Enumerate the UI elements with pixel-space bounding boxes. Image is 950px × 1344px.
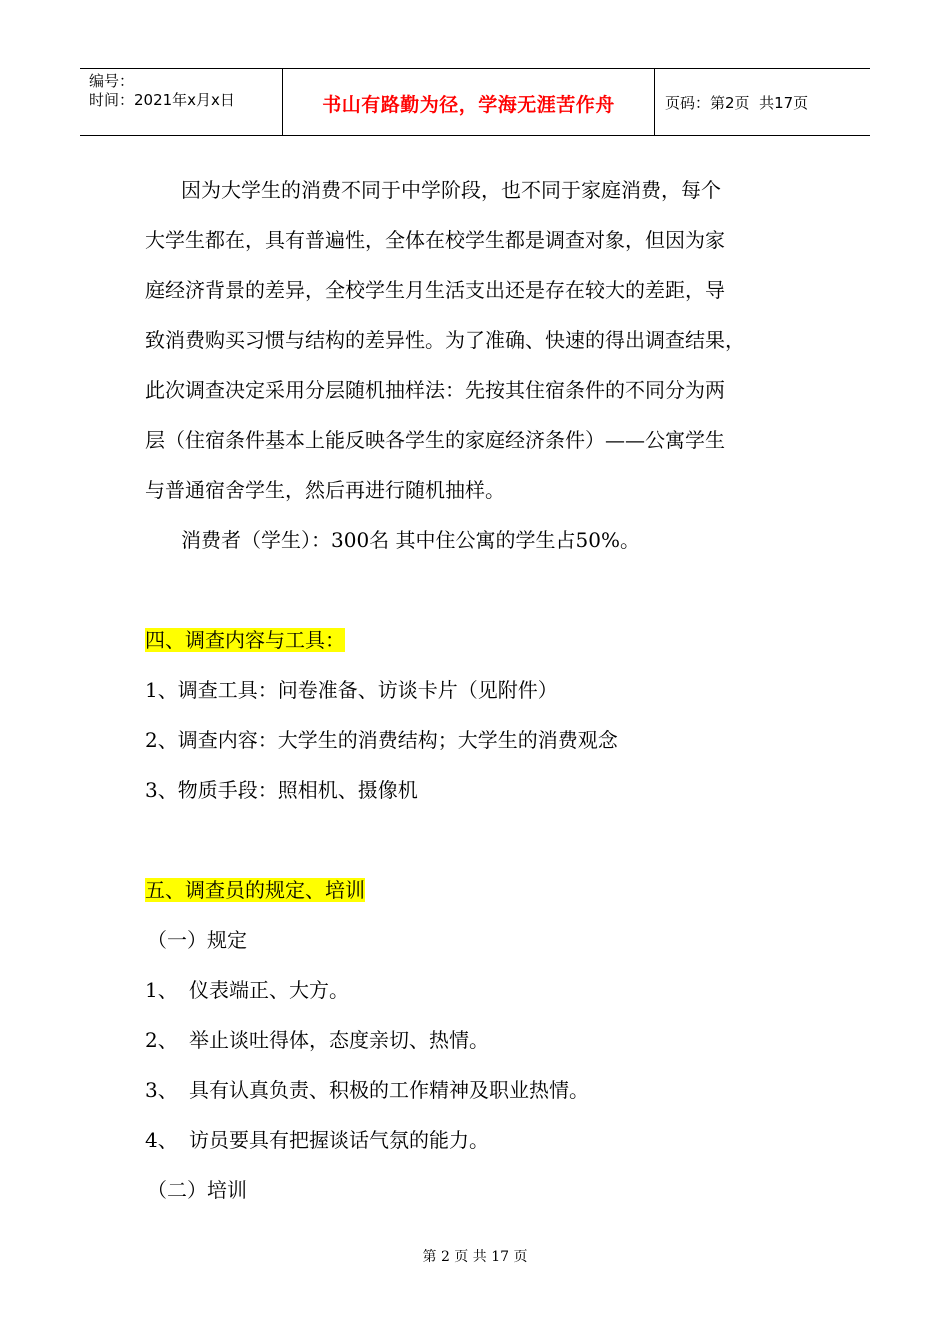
list-item [145, 1015, 825, 1065]
list-number: 4、 [145, 1128, 178, 1152]
header-page-cell [655, 69, 870, 135]
page-footer: 第 2 页 共 17 页 [422, 1249, 528, 1265]
list-text: 举止谈吐得体，态度亲切、热情。 [189, 1028, 489, 1052]
list-item [145, 1115, 825, 1165]
paragraph-line: 因为大学生的消费不同于中学阶段，也不同于家庭消费，每个 [181, 178, 721, 202]
spacer [145, 815, 825, 865]
list-item [145, 965, 825, 1015]
serial-label: 编号： [89, 72, 135, 90]
header-left-cell [80, 69, 283, 135]
paragraph-line: 此次调查决定采用分层随机抽样法：先按其住宿条件的不同分为两 [145, 378, 725, 402]
paragraph-line: 致消费购买习惯与结构的差异性。为了准确、快速的得出调查结果， [145, 328, 745, 352]
page-info: 页码：第2页 共17页 [665, 93, 809, 112]
motto-text: 书山有路勤为径，学海无涯苦作舟 [322, 93, 615, 116]
list-number: 1、 [145, 978, 178, 1002]
section4-heading [145, 615, 825, 665]
sample-size-paragraph: 消费者（学生）：300名 其中住公寓的学生占50%。 [181, 528, 640, 552]
paragraph-line: 庭经济背景的差异，全校学生月生活支出还是存在较大的差距，导 [145, 278, 725, 302]
subsection-rules: （一）规定 [147, 928, 247, 952]
date-label: 时间：2021年x月x日 [89, 91, 235, 109]
section5-heading [145, 865, 825, 915]
list-number: 2、 [145, 1028, 178, 1052]
list-text: 访员要具有把握谈话气氛的能力。 [189, 1128, 489, 1152]
spacer [145, 565, 825, 615]
list-text: 具有认真负责、积极的工作精神及职业热情。 [189, 1078, 589, 1102]
paragraph-line: 层（住宿条件基本上能反映各学生的家庭经济条件）——公寓学生 [145, 428, 725, 452]
document-body [145, 165, 825, 1215]
paragraph-line: 大学生都在，具有普遍性，全体在校学生都是调查对象，但因为家 [145, 228, 725, 252]
page-header [80, 68, 870, 136]
subsection-training: （二）培训 [147, 1178, 247, 1202]
list-item: 1、调查工具：问卷准备、访谈卡片（见附件） [145, 678, 558, 702]
list-text: 仪表端正、大方。 [189, 978, 349, 1002]
section5-title: 五、调查员的规定、培训 [145, 878, 365, 902]
list-item: 3、物质手段：照相机、摄像机 [145, 778, 418, 802]
paragraph-line: 与普通宿舍学生，然后再进行随机抽样。 [145, 478, 505, 502]
list-number: 3、 [145, 1078, 178, 1102]
section4-title: 四、调查内容与工具： [145, 628, 345, 652]
list-item: 2、调查内容：大学生的消费结构；大学生的消费观念 [145, 728, 618, 752]
header-motto-cell [283, 69, 655, 135]
list-item [145, 1065, 825, 1115]
